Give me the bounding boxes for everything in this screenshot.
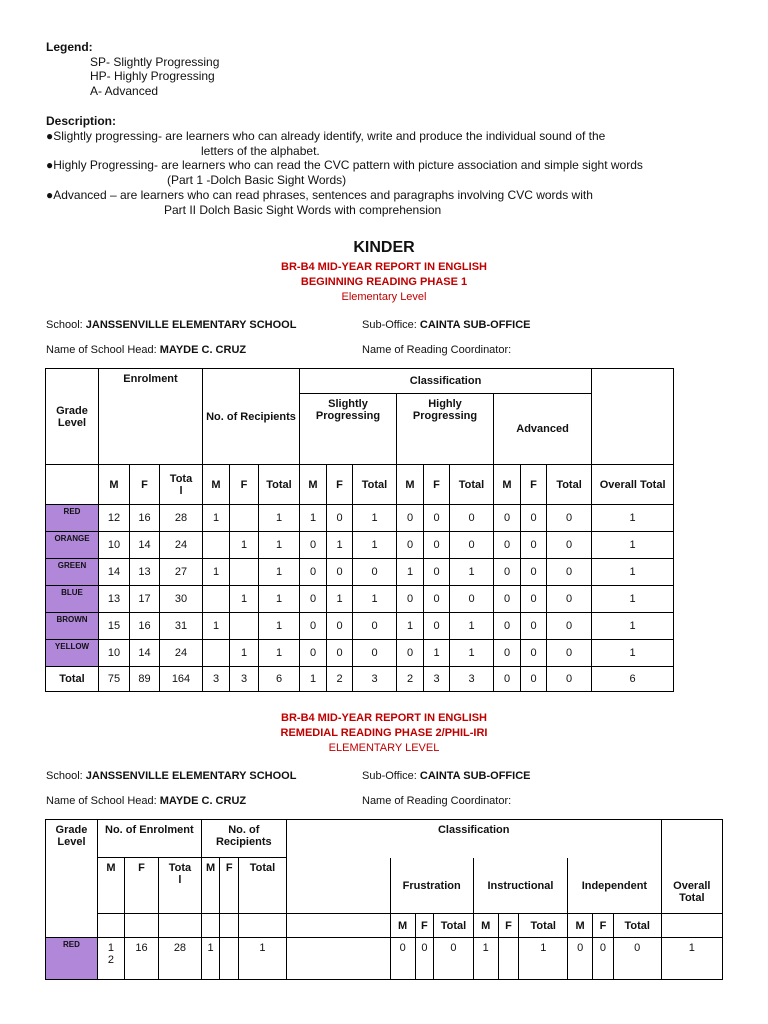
coordinator-label: Name of Reading Coordinator: [362, 344, 512, 356]
total-header: Total [353, 465, 397, 505]
total-cell: 2 [397, 667, 424, 692]
data-cell: 0 [424, 559, 450, 586]
school-name: JANSSENVILLE ELEMENTARY SCHOOL [85, 770, 297, 782]
legend [46, 40, 219, 98]
data-cell: 0 [450, 586, 494, 613]
data-cell: 1 [259, 586, 300, 613]
data-cell: 0 [397, 640, 424, 667]
data-cell: 0 [494, 640, 521, 667]
total-header: Total [434, 914, 473, 938]
description [46, 114, 746, 218]
data-cell: 28 [160, 505, 203, 532]
data-cell: 0 [397, 505, 424, 532]
blank-cell [286, 914, 390, 938]
total-cell: 1 [300, 667, 327, 692]
blank-cell [201, 914, 220, 938]
data-cell: 1 [230, 640, 259, 667]
data-cell: 1 [450, 640, 494, 667]
grade-level-header: Grade Level [46, 369, 99, 465]
enrolment-header: Enrolment [99, 369, 203, 465]
page-title: KINDER [353, 239, 415, 256]
data-cell: 24 [160, 640, 203, 667]
total-header: Tota l [160, 465, 203, 505]
data-cell: 0 [415, 938, 434, 980]
total-cell: 3 [450, 667, 494, 692]
f-header: F [124, 858, 158, 914]
data-cell: 16 [130, 613, 160, 640]
highly-progressing-header: Highly Progressing [397, 394, 494, 465]
data-cell: 1 [259, 640, 300, 667]
m-header: M [203, 465, 230, 505]
data-cell: 1 [327, 586, 353, 613]
legend-item: SP- Slightly Progressing [90, 54, 220, 69]
f-header: F [130, 465, 160, 505]
data-cell: 1 [592, 505, 674, 532]
data-cell: 0 [593, 938, 614, 980]
blank-cell [46, 465, 99, 505]
report-phase-2: REMEDIAL READING PHASE 2/PHIL-IRI [280, 727, 488, 739]
report-title: BR-B4 MID-YEAR REPORT IN ENGLISH [281, 261, 487, 273]
data-cell [203, 586, 230, 613]
description-line: letters of the alphabet. [201, 143, 320, 158]
data-cell: 14 [99, 559, 130, 586]
remedial-reading-table [45, 819, 723, 980]
m-header: M [568, 914, 593, 938]
school-label: School: [46, 770, 83, 782]
description-line: ●Slightly progressing- are learners who can already identify, write and produce the individual sound of the [46, 128, 606, 143]
suboffice-info [362, 319, 531, 331]
data-cell: 1 [353, 505, 397, 532]
total-header: Total [519, 914, 568, 938]
blank-cell [220, 914, 239, 938]
data-cell: 1 [259, 532, 300, 559]
m-header: M [300, 465, 327, 505]
recipients-header: No. of Recipients [203, 369, 300, 465]
data-cell: 0 [353, 559, 397, 586]
m-header: M [494, 465, 521, 505]
school-name: JANSSENVILLE ELEMENTARY SCHOOL [85, 319, 297, 331]
data-cell: 0 [327, 559, 353, 586]
data-cell: 0 [327, 505, 353, 532]
suboffice-label: Sub-Office: [362, 319, 417, 331]
school-head-info [46, 344, 246, 356]
coordinator-info [362, 344, 511, 356]
data-cell: 0 [547, 640, 592, 667]
data-cell: 13 [130, 559, 160, 586]
data-cell: 1 [259, 559, 300, 586]
data-cell: 1 [661, 938, 722, 980]
report-phase: BEGINNING READING PHASE 1 [300, 276, 468, 288]
data-cell [203, 532, 230, 559]
blank-header [661, 820, 722, 858]
m-header: M [473, 914, 498, 938]
data-cell: 1 [592, 586, 674, 613]
data-cell: 1 [473, 938, 498, 980]
data-cell: 0 [300, 640, 327, 667]
legend-title: Legend: [46, 40, 93, 54]
f-header: F [498, 914, 519, 938]
f-header: F [220, 858, 239, 914]
blank-cell [239, 914, 287, 938]
data-cell: 1 [230, 586, 259, 613]
grade-level-blue: BLUE [46, 586, 99, 613]
report-level-2: ELEMENTARY LEVEL [328, 742, 440, 754]
enrolment-header: No. of Enrolment [97, 820, 201, 858]
data-cell: 0 [450, 505, 494, 532]
data-cell: 30 [160, 586, 203, 613]
data-cell: 1 [424, 640, 450, 667]
data-cell [230, 505, 259, 532]
m-header: M [397, 465, 424, 505]
data-cell: 1 [203, 505, 230, 532]
school-head-info-2 [46, 795, 246, 807]
total-header: Total [259, 465, 300, 505]
data-cell: 0 [521, 532, 547, 559]
grade-level-orange: ORANGE [46, 532, 99, 559]
data-cell: 0 [424, 613, 450, 640]
frustration-header: Frustration [390, 858, 473, 914]
data-cell: 31 [160, 613, 203, 640]
total-cell: 3 [424, 667, 450, 692]
total-row-label: Total [46, 667, 99, 692]
data-cell: 0 [424, 586, 450, 613]
m-header: M [201, 858, 220, 914]
data-cell: 1 [450, 613, 494, 640]
data-cell [203, 640, 230, 667]
grade-level-header: Grade Level [46, 820, 98, 938]
suboffice-name: CAINTA SUB-OFFICE [419, 319, 531, 331]
total-cell: 89 [130, 667, 160, 692]
total-header: Total [450, 465, 494, 505]
data-cell: 1 [397, 559, 424, 586]
blank-cell [286, 938, 390, 980]
data-cell [498, 938, 519, 980]
m-header: M [99, 465, 130, 505]
description-line: ●Highly Progressing- are learners who can read the CVC pattern with picture association and simple sight words [46, 158, 643, 173]
m-header: M [390, 914, 415, 938]
school-info-2 [46, 770, 296, 782]
recipients-header: No. of Recipients [201, 820, 286, 858]
data-cell: 1 [450, 559, 494, 586]
suboffice-label: Sub-Office: [362, 770, 417, 782]
data-cell [230, 559, 259, 586]
data-cell: 0 [353, 613, 397, 640]
total-header: Total [613, 914, 661, 938]
coordinator-info-2 [362, 795, 511, 807]
data-cell: 10 [99, 532, 130, 559]
data-cell: 0 [327, 613, 353, 640]
report-level: Elementary Level [341, 291, 427, 303]
legend-item: A- Advanced [90, 83, 159, 98]
data-cell: 1 [201, 938, 220, 980]
data-cell: 0 [547, 586, 592, 613]
blank-cell [124, 914, 158, 938]
data-cell: 0 [434, 938, 473, 980]
slightly-progressing-header: Slightly Progressing [300, 394, 397, 465]
data-cell: 0 [521, 640, 547, 667]
data-cell: 0 [424, 532, 450, 559]
blank-cell [97, 914, 124, 938]
data-cell: 1 [203, 559, 230, 586]
description-line: (Part 1 -Dolch Basic Sight Words) [167, 173, 347, 188]
description-line: ●Advanced – are learners who can read phrases, sentences and paragraphs involving CVC words with [46, 187, 593, 202]
data-cell: 0 [568, 938, 593, 980]
data-cell: 0 [300, 559, 327, 586]
f-header: F [521, 465, 547, 505]
data-cell: 24 [160, 532, 203, 559]
data-cell: 0 [547, 613, 592, 640]
grade-level-green: GREEN [46, 559, 99, 586]
total-header: Tota l [159, 858, 202, 914]
legend-item: HP- Highly Progressing [90, 69, 215, 83]
total-cell: 0 [521, 667, 547, 692]
data-cell: 1 [239, 938, 287, 980]
data-cell: 0 [424, 505, 450, 532]
blank-cell [159, 914, 202, 938]
blank-header [592, 369, 674, 465]
data-cell: 0 [494, 613, 521, 640]
data-cell: 13 [99, 586, 130, 613]
data-cell: 0 [300, 613, 327, 640]
total-header: Total [547, 465, 592, 505]
f-header: F [230, 465, 259, 505]
beginning-reading-table [45, 368, 674, 692]
head-name: MAYDE C. CRUZ [159, 344, 247, 356]
data-cell: 0 [521, 613, 547, 640]
data-cell: 0 [300, 532, 327, 559]
description-title: Description: [46, 114, 117, 128]
data-cell: 1 [397, 613, 424, 640]
total-cell: 3 [353, 667, 397, 692]
school-label: School: [46, 319, 83, 331]
independent-header: Independent [568, 858, 661, 914]
school-info [46, 319, 296, 331]
data-cell: 0 [613, 938, 661, 980]
data-cell: 1 [230, 532, 259, 559]
data-cell: 0 [494, 532, 521, 559]
suboffice-name: CAINTA SUB-OFFICE [419, 770, 531, 782]
data-cell: 0 [547, 505, 592, 532]
f-header: F [424, 465, 450, 505]
data-cell: 0 [547, 532, 592, 559]
data-cell: 1 [259, 505, 300, 532]
data-cell: 14 [130, 532, 160, 559]
data-cell: 16 [130, 505, 160, 532]
data-cell: 0 [521, 559, 547, 586]
f-header: F [327, 465, 353, 505]
classification-header: Classification [286, 820, 661, 858]
data-cell: 0 [450, 532, 494, 559]
f-header: F [415, 914, 434, 938]
grade-level-yellow: YELLOW [46, 640, 99, 667]
data-cell: 1 [592, 532, 674, 559]
overall-total-header: Overall Total [661, 858, 722, 914]
data-cell: 0 [327, 640, 353, 667]
total-cell: 3 [230, 667, 259, 692]
grade-level-red: RED [46, 938, 98, 980]
data-cell: 10 [99, 640, 130, 667]
total-header: Total [239, 858, 287, 914]
data-cell: 1 2 [97, 938, 124, 980]
total-cell: 0 [547, 667, 592, 692]
f-header: F [593, 914, 614, 938]
total-cell: 164 [160, 667, 203, 692]
data-cell [230, 613, 259, 640]
classification-header: Classification [300, 369, 592, 394]
total-cell: 2 [327, 667, 353, 692]
data-cell: 1 [327, 532, 353, 559]
data-cell: 1 [259, 613, 300, 640]
data-cell: 0 [300, 586, 327, 613]
data-cell: 0 [547, 559, 592, 586]
report-title-2: BR-B4 MID-YEAR REPORT IN ENGLISH [281, 712, 487, 724]
grade-level-brown: BROWN [46, 613, 99, 640]
total-cell: 6 [592, 667, 674, 692]
total-cell: 0 [494, 667, 521, 692]
data-cell: 1 [300, 505, 327, 532]
data-cell: 1 [592, 640, 674, 667]
data-cell: 1 [353, 586, 397, 613]
data-cell: 0 [494, 505, 521, 532]
total-cell: 75 [99, 667, 130, 692]
suboffice-info-2 [362, 770, 531, 782]
grade-level-red: RED [46, 505, 99, 532]
data-cell: 12 [99, 505, 130, 532]
data-cell: 14 [130, 640, 160, 667]
data-cell: 27 [160, 559, 203, 586]
data-cell [220, 938, 239, 980]
total-cell: 6 [259, 667, 300, 692]
head-label: Name of School Head: [46, 344, 157, 356]
data-cell: 0 [494, 559, 521, 586]
data-cell: 1 [353, 532, 397, 559]
data-cell: 1 [203, 613, 230, 640]
data-cell: 0 [521, 586, 547, 613]
overall-total-header: Overall Total [592, 465, 674, 505]
data-cell: 1 [592, 559, 674, 586]
m-header: M [97, 858, 124, 914]
instructional-header: Instructional [473, 858, 567, 914]
data-cell: 1 [519, 938, 568, 980]
data-cell: 0 [397, 532, 424, 559]
advanced-header: Advanced [494, 394, 592, 465]
data-cell: 15 [99, 613, 130, 640]
blank-cell [286, 858, 390, 914]
data-cell: 16 [124, 938, 158, 980]
data-cell: 28 [159, 938, 202, 980]
coordinator-label: Name of Reading Coordinator: [362, 795, 512, 807]
head-label: Name of School Head: [46, 795, 157, 807]
description-line: Part II Dolch Basic Sight Words with comprehension [164, 202, 442, 217]
data-cell: 17 [130, 586, 160, 613]
data-cell: 0 [494, 586, 521, 613]
data-cell: 1 [592, 613, 674, 640]
data-cell: 0 [390, 938, 415, 980]
total-cell: 3 [203, 667, 230, 692]
data-cell: 0 [397, 586, 424, 613]
data-cell: 0 [521, 505, 547, 532]
head-name: MAYDE C. CRUZ [159, 795, 247, 807]
data-cell: 0 [353, 640, 397, 667]
blank-cell [661, 914, 722, 938]
